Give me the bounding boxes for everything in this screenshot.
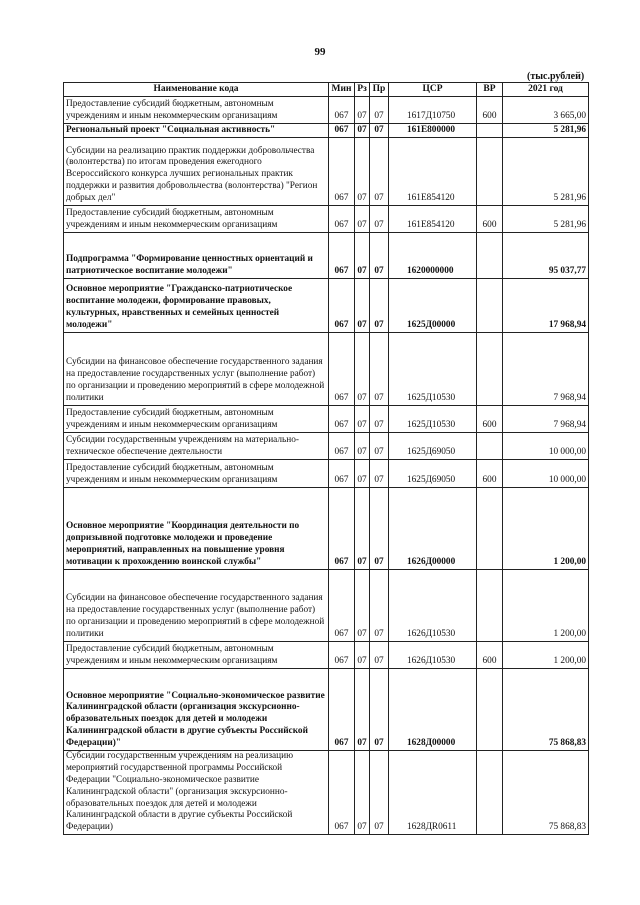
row-pr: 07 (370, 570, 389, 642)
row-rz: 07 (355, 206, 370, 233)
row-amount: 17 968,94 (503, 279, 589, 333)
row-amount: 5 281,96 (503, 206, 589, 233)
row-pr: 07 (370, 460, 389, 488)
table-row (64, 124, 589, 138)
row-pr: 07 (370, 751, 389, 835)
row-name: Субсидии на реализацию практик поддержки добровольчества (волонтерства) по итогам проведения ежегодного Всероссийского конкурса лучших региональных практик поддержки и развития добровольчества (волонтерства) "Регион добрых дел" (64, 138, 329, 206)
row-rz: 07 (355, 233, 370, 279)
table-row (64, 488, 589, 570)
row-vr (477, 751, 503, 835)
row-csr: 1626Д00000 (389, 488, 477, 570)
row-vr (477, 279, 503, 333)
budget-table (63, 82, 589, 835)
row-amount: 10 000,00 (503, 433, 589, 460)
row-name: Субсидии государственным учреждениям на материально-техническое обеспечение деятельности (64, 433, 329, 460)
row-min: 067 (329, 97, 355, 124)
row-vr (477, 433, 503, 460)
row-csr: 1625Д10530 (389, 333, 477, 406)
row-min: 067 (329, 138, 355, 206)
row-rz: 07 (355, 333, 370, 406)
row-min: 067 (329, 669, 355, 751)
row-pr: 07 (370, 488, 389, 570)
table-row (64, 406, 589, 433)
row-vr: 600 (477, 406, 503, 433)
row-amount: 75 868,83 (503, 669, 589, 751)
header-name: Наименование кода (64, 83, 329, 97)
table-row (64, 669, 589, 751)
row-amount: 10 000,00 (503, 460, 589, 488)
table-row (64, 333, 589, 406)
row-name: Подпрограмма "Формирование ценностных ориентаций и патриотическое воспитание молодежи" (64, 233, 329, 279)
table-row (64, 206, 589, 233)
row-amount: 5 281,96 (503, 124, 589, 138)
table-row (64, 233, 589, 279)
row-csr: 1626Д10530 (389, 642, 477, 669)
row-csr: 161E854120 (389, 206, 477, 233)
row-rz: 07 (355, 669, 370, 751)
unit-note: (тыс.рублей) (527, 71, 585, 82)
table-row (64, 279, 589, 333)
row-min: 067 (329, 460, 355, 488)
row-csr: 1620000000 (389, 233, 477, 279)
row-rz: 07 (355, 460, 370, 488)
row-rz: 07 (355, 279, 370, 333)
row-rz: 07 (355, 406, 370, 433)
row-csr: 1617Д10750 (389, 97, 477, 124)
row-vr (477, 570, 503, 642)
header-csr: ЦСР (389, 83, 477, 97)
row-amount: 5 281,96 (503, 138, 589, 206)
row-name: Основное мероприятие "Координация деятельности по допризывной подготовке молодежи и проведение мероприятий, направленных на повышение уровня мотивации к прохождению воинской службы" (64, 488, 329, 570)
row-rz: 07 (355, 124, 370, 138)
table-row (64, 751, 589, 835)
row-name: Субсидии на финансовое обеспечение государственного задания на предоставление государственных услуг (выполнение работ) по организации и проведению мероприятий в сфере молодежной политики (64, 570, 329, 642)
header-vr: ВР (477, 83, 503, 97)
row-rz: 07 (355, 97, 370, 124)
row-csr: 1625Д00000 (389, 279, 477, 333)
row-min: 067 (329, 124, 355, 138)
row-pr: 07 (370, 138, 389, 206)
row-min: 067 (329, 333, 355, 406)
row-min: 067 (329, 488, 355, 570)
row-min: 067 (329, 279, 355, 333)
table-row (64, 433, 589, 460)
row-amount: 1 200,00 (503, 570, 589, 642)
row-rz: 07 (355, 488, 370, 570)
row-name: Региональный проект "Социальная активность" (64, 124, 329, 138)
row-amount: 1 200,00 (503, 488, 589, 570)
row-amount: 1 200,00 (503, 642, 589, 669)
table-row (64, 570, 589, 642)
row-rz: 07 (355, 570, 370, 642)
row-amount: 3 665,00 (503, 97, 589, 124)
row-vr (477, 333, 503, 406)
header-pr: Пр (370, 83, 389, 97)
table-row (64, 97, 589, 124)
row-vr (477, 138, 503, 206)
row-vr (477, 669, 503, 751)
table-row (64, 460, 589, 488)
row-vr: 600 (477, 206, 503, 233)
row-csr: 1628ДR0611 (389, 751, 477, 835)
row-amount: 75 868,83 (503, 751, 589, 835)
header-min: Мин (329, 83, 355, 97)
row-min: 067 (329, 433, 355, 460)
header-rz: Рз (355, 83, 370, 97)
row-csr: 1625Д69050 (389, 433, 477, 460)
row-name: Основное мероприятие "Гражданско-патриотическое воспитание молодежи, формирование правовых, культурных, нравственных и семейных ценностей молодежи" (64, 279, 329, 333)
row-name: Субсидии государственным учреждениям на реализацию мероприятий государственной программы Российской Федерации "Социально-экономическое развитие Калининградской области" (организация экскурсионно-образовательных поездок для детей и молодежи Калининградской области в другие субъекты Российской Федерации) (64, 751, 329, 835)
row-pr: 07 (370, 124, 389, 138)
row-name: Предоставление субсидий бюджетным, автономным учреждениям и иным некоммерческим организациям (64, 642, 329, 669)
table-header-row (64, 83, 589, 97)
row-min: 067 (329, 206, 355, 233)
row-name: Основное мероприятие "Социально-экономическое развитие Калининградской области (организация экскурсионно-образовательных поездок для детей и молодежи Калининградской области в другие субъекты Российской Федерации)" (64, 669, 329, 751)
row-amount: 7 968,94 (503, 333, 589, 406)
row-vr: 600 (477, 97, 503, 124)
row-min: 067 (329, 233, 355, 279)
row-vr (477, 124, 503, 138)
row-csr: 161E854120 (389, 138, 477, 206)
row-csr: 1628Д00000 (389, 669, 477, 751)
row-vr (477, 488, 503, 570)
row-csr: 1625Д69050 (389, 460, 477, 488)
row-min: 067 (329, 751, 355, 835)
row-rz: 07 (355, 642, 370, 669)
row-pr: 07 (370, 97, 389, 124)
row-name: Предоставление субсидий бюджетным, автономным учреждениям и иным некоммерческим организациям (64, 406, 329, 433)
row-name: Предоставление субсидий бюджетным, автономным учреждениям и иным некоммерческим организациям (64, 97, 329, 124)
page-number: 99 (314, 46, 326, 58)
row-min: 067 (329, 406, 355, 433)
row-vr: 600 (477, 460, 503, 488)
header-amount: 2021 год (503, 83, 589, 97)
row-csr: 161E800000 (389, 124, 477, 138)
row-csr: 1625Д10530 (389, 406, 477, 433)
row-pr: 07 (370, 206, 389, 233)
row-rz: 07 (355, 433, 370, 460)
row-pr: 07 (370, 406, 389, 433)
row-rz: 07 (355, 751, 370, 835)
row-pr: 07 (370, 279, 389, 333)
row-pr: 07 (370, 433, 389, 460)
row-min: 067 (329, 642, 355, 669)
row-pr: 07 (370, 233, 389, 279)
row-vr: 600 (477, 642, 503, 669)
row-pr: 07 (370, 642, 389, 669)
row-name: Предоставление субсидий бюджетным, автономным учреждениям и иным некоммерческим организациям (64, 460, 329, 488)
row-name: Предоставление субсидий бюджетным, автономным учреждениям и иным некоммерческим организациям (64, 206, 329, 233)
row-pr: 07 (370, 669, 389, 751)
row-pr: 07 (370, 333, 389, 406)
row-min: 067 (329, 570, 355, 642)
row-rz: 07 (355, 138, 370, 206)
row-csr: 1626Д10530 (389, 570, 477, 642)
table-row (64, 138, 589, 206)
row-amount: 95 037,77 (503, 233, 589, 279)
row-amount: 7 968,94 (503, 406, 589, 433)
table-row (64, 642, 589, 669)
row-name: Субсидии на финансовое обеспечение государственного задания на предоставление государственных услуг (выполнение работ) по организации и проведению мероприятий в сфере молодежной политики (64, 333, 329, 406)
row-vr (477, 233, 503, 279)
